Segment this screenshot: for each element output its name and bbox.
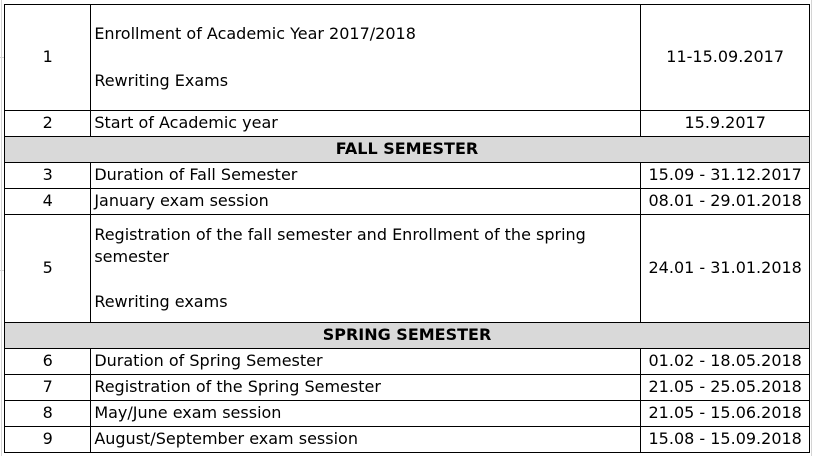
sheet-gridline [1,0,2,456]
activity-cell: May/June exam session [91,401,641,427]
row-number: 2 [5,111,91,137]
activity-cell: Duration of Fall Semester [91,163,641,189]
activity-cell: Registration of the Spring Semester [91,375,641,401]
row-number: 7 [5,375,91,401]
table-row [5,401,810,427]
table-row [5,215,810,323]
activity-cell: January exam session [91,189,641,215]
row-number: 6 [5,349,91,375]
date-cell: 21.05 - 25.05.2018 [641,375,810,401]
activity-text: Rewriting exams [94,291,228,311]
activity-text: Enrollment of Academic Year 2017/2018 [94,24,416,44]
table-row [5,349,810,375]
date-cell: 15.9.2017 [641,111,810,137]
row-number: 8 [5,401,91,427]
section-title-fall: FALL SEMESTER [5,137,810,163]
table-row [5,375,810,401]
date-cell: 01.02 - 18.05.2018 [641,349,810,375]
activity-text: Registration of the fall semester and Enrollment of the spring [94,224,586,244]
row-number: 4 [5,189,91,215]
section-header-row [5,137,810,163]
date-cell: 15.09 - 31.12.2017 [641,163,810,189]
table-row [5,163,810,189]
table-row [5,111,810,137]
academic-calendar-table [4,4,810,453]
row-number: 5 [5,215,91,323]
section-title-spring: SPRING SEMESTER [5,323,810,349]
activity-text: semester [94,247,169,267]
table-row [5,5,810,111]
row-number: 9 [5,427,91,453]
activity-cell: Start of Academic year [91,111,641,137]
date-cell: 24.01 - 31.01.2018 [641,215,810,323]
date-cell: 11-15.09.2017 [641,5,810,111]
table-row [5,427,810,453]
date-cell: 21.05 - 15.06.2018 [641,401,810,427]
date-cell: 15.08 - 15.09.2018 [641,427,810,453]
row-number: 3 [5,163,91,189]
activity-text: Rewriting Exams [94,70,229,90]
activity-cell [91,5,641,111]
activity-cell: Duration of Spring Semester [91,349,641,375]
activity-cell [91,215,641,323]
table-row [5,189,810,215]
date-cell: 08.01 - 29.01.2018 [641,189,810,215]
activity-cell: August/September exam session [91,427,641,453]
section-header-row [5,323,810,349]
row-number: 1 [5,5,91,111]
sheet-gridline [811,0,812,456]
